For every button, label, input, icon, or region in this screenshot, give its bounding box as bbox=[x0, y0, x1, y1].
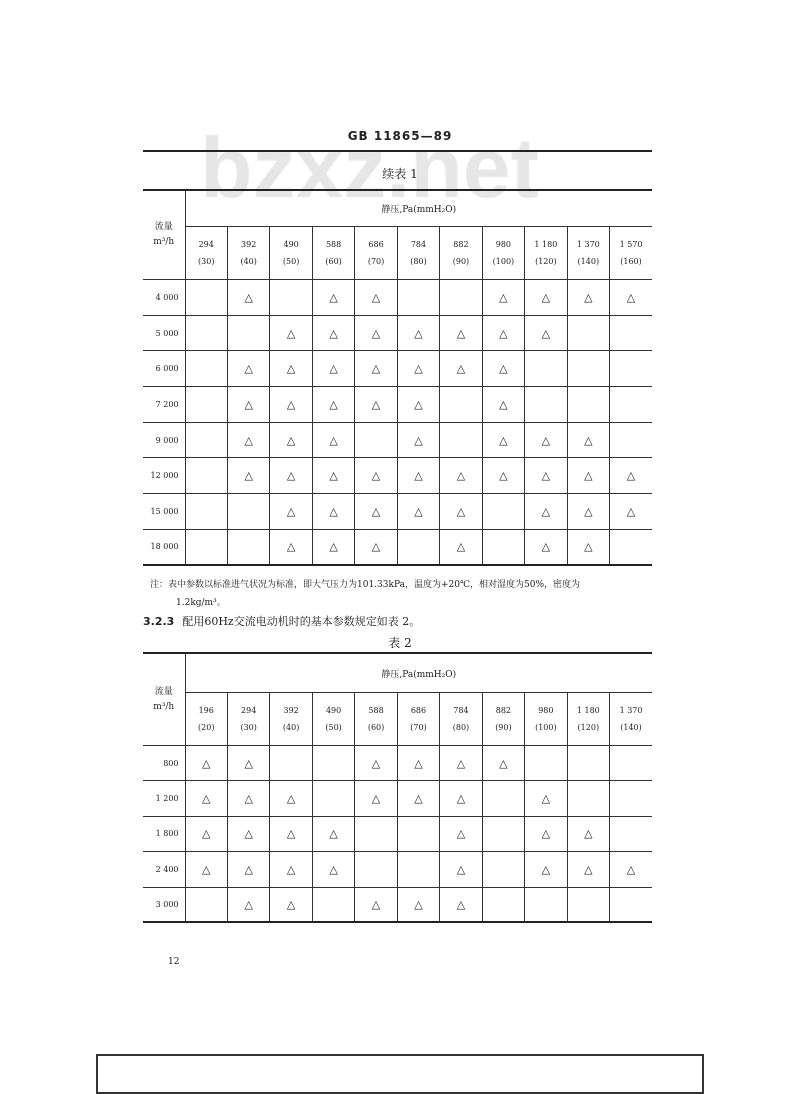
table-row bbox=[143, 280, 652, 316]
empty-cell bbox=[185, 280, 227, 316]
triangle-mark: △ bbox=[270, 458, 312, 494]
triangle-mark: △ bbox=[355, 351, 397, 387]
triangle-mark: △ bbox=[525, 280, 567, 316]
triangle-mark: △ bbox=[567, 280, 609, 316]
table-row bbox=[143, 816, 652, 851]
pressure-mmh2o: (60) bbox=[367, 723, 385, 732]
empty-cell bbox=[185, 387, 227, 423]
empty-cell bbox=[610, 529, 652, 565]
pressure-mmh2o: (30) bbox=[240, 723, 257, 732]
triangle-mark: △ bbox=[525, 494, 567, 530]
triangle-mark: △ bbox=[227, 852, 269, 887]
pressure-mmh2o: (50) bbox=[325, 723, 342, 732]
empty-cell bbox=[482, 887, 524, 922]
pressure-pa: 882 bbox=[453, 240, 469, 249]
triangle-mark: △ bbox=[270, 494, 312, 530]
flow-value: 4 000 bbox=[143, 280, 185, 316]
table-row bbox=[143, 494, 652, 530]
triangle-mark: △ bbox=[440, 494, 482, 530]
table1-caption: 续表 1 bbox=[382, 167, 418, 181]
note-line-1: 注：表中参数以标准进气状况为标准，即大气压力为101.33kPa，温度为+20℃，相对湿度为50%，密度为 bbox=[150, 580, 581, 590]
pressure-pa: 588 bbox=[368, 706, 384, 715]
empty-cell bbox=[397, 529, 439, 565]
empty-cell bbox=[482, 529, 524, 565]
column-header bbox=[312, 693, 354, 746]
pressure-mmh2o: (70) bbox=[367, 257, 385, 266]
pressure-mmh2o: (30) bbox=[198, 257, 215, 266]
empty-cell bbox=[567, 781, 609, 816]
pressure-pa: 784 bbox=[453, 706, 469, 715]
pressure-mmh2o: (160) bbox=[620, 257, 642, 266]
triangle-mark: △ bbox=[355, 315, 397, 351]
triangle-mark: △ bbox=[312, 852, 354, 887]
column-header bbox=[185, 227, 227, 280]
clause-3-2-3 bbox=[143, 613, 420, 629]
pressure-mmh2o: (120) bbox=[577, 723, 600, 732]
header-row bbox=[143, 191, 652, 227]
triangle-mark: △ bbox=[227, 387, 269, 423]
pressure-pa: 980 bbox=[495, 240, 512, 249]
empty-cell bbox=[355, 816, 397, 851]
column-header-row bbox=[143, 227, 652, 280]
empty-cell bbox=[610, 746, 652, 781]
empty-cell bbox=[185, 422, 227, 458]
table2 bbox=[143, 653, 652, 923]
column-header bbox=[525, 693, 567, 746]
triangle-mark: △ bbox=[567, 529, 609, 565]
triangle-mark: △ bbox=[525, 458, 567, 494]
row-header-cell bbox=[143, 191, 185, 280]
empty-cell bbox=[567, 315, 609, 351]
pressure-pa: 784 bbox=[410, 240, 427, 249]
triangle-mark: △ bbox=[440, 351, 482, 387]
column-header bbox=[482, 227, 524, 280]
empty-cell bbox=[227, 529, 269, 565]
empty-cell bbox=[610, 315, 652, 351]
triangle-mark: △ bbox=[482, 422, 524, 458]
triangle-mark: △ bbox=[227, 280, 269, 316]
triangle-mark: △ bbox=[440, 781, 482, 816]
triangle-mark: △ bbox=[397, 387, 439, 423]
triangle-mark: △ bbox=[312, 529, 354, 565]
pressure-mmh2o: (20) bbox=[198, 723, 215, 732]
pressure-mmh2o: (80) bbox=[410, 257, 427, 266]
group-header: 静压,Pa(mmH₂O) bbox=[185, 191, 652, 227]
pressure-pa: 294 bbox=[241, 706, 257, 715]
empty-cell bbox=[397, 280, 439, 316]
pressure-mmh2o: (40) bbox=[240, 257, 257, 266]
empty-cell bbox=[185, 315, 227, 351]
triangle-mark: △ bbox=[270, 315, 312, 351]
pressure-pa: 980 bbox=[538, 706, 554, 715]
pressure-mmh2o: (50) bbox=[282, 257, 300, 266]
empty-cell bbox=[525, 887, 567, 922]
empty-cell bbox=[525, 746, 567, 781]
triangle-mark: △ bbox=[610, 280, 652, 316]
triangle-mark: △ bbox=[440, 529, 482, 565]
triangle-mark: △ bbox=[482, 280, 524, 316]
column-header bbox=[397, 227, 439, 280]
empty-cell bbox=[610, 816, 652, 851]
triangle-mark: △ bbox=[482, 746, 524, 781]
column-header bbox=[355, 227, 397, 280]
empty-cell bbox=[610, 781, 652, 816]
triangle-mark: △ bbox=[185, 852, 227, 887]
pressure-mmh2o: (100) bbox=[535, 723, 557, 732]
triangle-mark: △ bbox=[312, 494, 354, 530]
column-header bbox=[440, 693, 482, 746]
triangle-mark: △ bbox=[567, 422, 609, 458]
pressure-mmh2o: (40) bbox=[282, 723, 300, 732]
empty-cell bbox=[440, 422, 482, 458]
pressure-pa: 1 570 bbox=[619, 240, 643, 249]
column-header bbox=[567, 693, 609, 746]
empty-cell bbox=[610, 387, 652, 423]
triangle-mark: △ bbox=[270, 351, 312, 387]
triangle-mark: △ bbox=[610, 494, 652, 530]
empty-cell bbox=[227, 315, 269, 351]
triangle-mark: △ bbox=[397, 887, 439, 922]
triangle-mark: △ bbox=[525, 529, 567, 565]
empty-cell bbox=[482, 781, 524, 816]
triangle-mark: △ bbox=[227, 746, 269, 781]
empty-cell bbox=[185, 529, 227, 565]
table2-caption: 表 2 bbox=[388, 636, 412, 650]
standard-number: GB 11865—89 bbox=[347, 129, 453, 143]
row-header-unit: m³/h bbox=[153, 701, 175, 712]
table-row bbox=[143, 529, 652, 565]
pressure-pa: 1 180 bbox=[576, 706, 600, 715]
triangle-mark: △ bbox=[227, 351, 269, 387]
pressure-mmh2o: (120) bbox=[535, 257, 557, 266]
triangle-mark: △ bbox=[397, 781, 439, 816]
table-row bbox=[143, 852, 652, 887]
page-number: 12 bbox=[168, 957, 180, 967]
pressure-mmh2o: (60) bbox=[325, 257, 342, 266]
triangle-mark: △ bbox=[567, 494, 609, 530]
empty-cell bbox=[397, 852, 439, 887]
empty-cell bbox=[312, 887, 354, 922]
column-header bbox=[440, 227, 482, 280]
pressure-pa: 686 bbox=[368, 240, 384, 249]
flow-value: 18 000 bbox=[143, 529, 185, 565]
pressure-mmh2o: (140) bbox=[577, 257, 600, 266]
column-header bbox=[610, 227, 652, 280]
triangle-mark: △ bbox=[185, 746, 227, 781]
clause-number: 3.2.3 bbox=[143, 615, 175, 628]
empty-cell bbox=[482, 816, 524, 851]
flow-value: 1 800 bbox=[143, 816, 185, 851]
empty-cell bbox=[185, 351, 227, 387]
triangle-mark: △ bbox=[525, 816, 567, 851]
clause-text: 配用60Hz交流电动机时的基本参数规定如表 2。 bbox=[182, 615, 421, 628]
column-header bbox=[227, 693, 269, 746]
triangle-mark: △ bbox=[355, 887, 397, 922]
table-note bbox=[150, 576, 660, 612]
table-row bbox=[143, 781, 652, 816]
triangle-mark: △ bbox=[610, 458, 652, 494]
triangle-mark: △ bbox=[227, 887, 269, 922]
triangle-mark: △ bbox=[355, 529, 397, 565]
pressure-pa: 1 370 bbox=[619, 706, 643, 715]
flow-value: 7 200 bbox=[143, 387, 185, 423]
triangle-mark: △ bbox=[525, 852, 567, 887]
empty-cell bbox=[610, 887, 652, 922]
triangle-mark: △ bbox=[397, 351, 439, 387]
table-row bbox=[143, 422, 652, 458]
bottom-frame bbox=[96, 1054, 704, 1094]
triangle-mark: △ bbox=[397, 458, 439, 494]
triangle-mark: △ bbox=[227, 458, 269, 494]
triangle-mark: △ bbox=[312, 315, 354, 351]
triangle-mark: △ bbox=[610, 852, 652, 887]
triangle-mark: △ bbox=[397, 315, 439, 351]
empty-cell bbox=[525, 351, 567, 387]
pressure-pa: 490 bbox=[325, 706, 342, 715]
pressure-pa: 1 370 bbox=[576, 240, 600, 249]
triangle-mark: △ bbox=[397, 746, 439, 781]
empty-cell bbox=[567, 746, 609, 781]
empty-cell bbox=[270, 280, 312, 316]
triangle-mark: △ bbox=[440, 458, 482, 494]
pressure-pa: 294 bbox=[198, 240, 214, 249]
table-row bbox=[143, 746, 652, 781]
column-header bbox=[397, 693, 439, 746]
row-header-cell bbox=[143, 654, 185, 746]
triangle-mark: △ bbox=[185, 781, 227, 816]
triangle-mark: △ bbox=[440, 746, 482, 781]
empty-cell bbox=[525, 387, 567, 423]
triangle-mark: △ bbox=[270, 887, 312, 922]
column-header bbox=[185, 693, 227, 746]
pressure-mmh2o: (90) bbox=[452, 257, 470, 266]
triangle-mark: △ bbox=[355, 781, 397, 816]
empty-cell bbox=[610, 422, 652, 458]
empty-cell bbox=[567, 387, 609, 423]
empty-cell bbox=[440, 387, 482, 423]
triangle-mark: △ bbox=[525, 781, 567, 816]
table1-top-rule bbox=[143, 189, 652, 191]
triangle-mark: △ bbox=[270, 529, 312, 565]
triangle-mark: △ bbox=[482, 458, 524, 494]
header-row bbox=[143, 654, 652, 693]
column-header bbox=[270, 227, 312, 280]
empty-cell bbox=[312, 746, 354, 781]
flow-value: 6 000 bbox=[143, 351, 185, 387]
triangle-mark: △ bbox=[270, 816, 312, 851]
triangle-mark: △ bbox=[567, 816, 609, 851]
pressure-pa: 392 bbox=[241, 240, 257, 249]
triangle-mark: △ bbox=[440, 852, 482, 887]
note-line-2: 1.2kg/m³。 bbox=[176, 598, 226, 608]
table-row bbox=[143, 315, 652, 351]
triangle-mark: △ bbox=[312, 816, 354, 851]
triangle-mark: △ bbox=[482, 315, 524, 351]
column-header bbox=[482, 693, 524, 746]
triangle-mark: △ bbox=[312, 351, 354, 387]
triangle-mark: △ bbox=[227, 781, 269, 816]
empty-cell bbox=[440, 280, 482, 316]
triangle-mark: △ bbox=[567, 852, 609, 887]
triangle-mark: △ bbox=[482, 387, 524, 423]
table-row bbox=[143, 458, 652, 494]
triangle-mark: △ bbox=[227, 816, 269, 851]
column-header bbox=[567, 227, 609, 280]
pressure-mmh2o: (80) bbox=[452, 723, 470, 732]
pressure-pa: 392 bbox=[283, 706, 299, 715]
triangle-mark: △ bbox=[227, 422, 269, 458]
triangle-mark: △ bbox=[440, 887, 482, 922]
triangle-mark: △ bbox=[312, 458, 354, 494]
empty-cell bbox=[227, 494, 269, 530]
group-header: 静压,Pa(mmH₂O) bbox=[185, 654, 652, 693]
empty-cell bbox=[567, 351, 609, 387]
triangle-mark: △ bbox=[482, 351, 524, 387]
triangle-mark: △ bbox=[440, 816, 482, 851]
column-header bbox=[610, 693, 652, 746]
table-row bbox=[143, 351, 652, 387]
empty-cell bbox=[355, 852, 397, 887]
column-header bbox=[312, 227, 354, 280]
flow-value: 5 000 bbox=[143, 315, 185, 351]
empty-cell bbox=[567, 887, 609, 922]
flow-value: 12 000 bbox=[143, 458, 185, 494]
triangle-mark: △ bbox=[355, 280, 397, 316]
triangle-mark: △ bbox=[270, 422, 312, 458]
triangle-mark: △ bbox=[355, 387, 397, 423]
table-row bbox=[143, 887, 652, 922]
top-rule bbox=[143, 150, 652, 152]
empty-cell bbox=[397, 816, 439, 851]
empty-cell bbox=[482, 852, 524, 887]
flow-value: 3 000 bbox=[143, 887, 185, 922]
column-header bbox=[355, 693, 397, 746]
pressure-pa: 490 bbox=[283, 240, 299, 249]
empty-cell bbox=[185, 458, 227, 494]
flow-value: 9 000 bbox=[143, 422, 185, 458]
empty-cell bbox=[355, 422, 397, 458]
pressure-pa: 882 bbox=[495, 706, 512, 715]
table2-top-rule bbox=[143, 652, 652, 654]
flow-value: 800 bbox=[143, 746, 185, 781]
pressure-mmh2o: (90) bbox=[495, 723, 512, 732]
triangle-mark: △ bbox=[312, 280, 354, 316]
pressure-mmh2o: (70) bbox=[410, 723, 427, 732]
triangle-mark: △ bbox=[270, 387, 312, 423]
empty-cell bbox=[312, 781, 354, 816]
triangle-mark: △ bbox=[312, 387, 354, 423]
pressure-mmh2o: (140) bbox=[620, 723, 642, 732]
column-header bbox=[227, 227, 269, 280]
empty-cell bbox=[482, 494, 524, 530]
flow-value: 2 400 bbox=[143, 852, 185, 887]
column-header bbox=[270, 693, 312, 746]
empty-cell bbox=[185, 494, 227, 530]
triangle-mark: △ bbox=[312, 422, 354, 458]
triangle-mark: △ bbox=[525, 422, 567, 458]
column-header-row bbox=[143, 693, 652, 746]
empty-cell bbox=[270, 746, 312, 781]
pressure-pa: 686 bbox=[410, 706, 427, 715]
triangle-mark: △ bbox=[525, 315, 567, 351]
flow-value: 15 000 bbox=[143, 494, 185, 530]
row-header-label: 流量 bbox=[154, 686, 173, 697]
triangle-mark: △ bbox=[567, 458, 609, 494]
pressure-pa: 1 180 bbox=[534, 240, 558, 249]
empty-cell bbox=[610, 351, 652, 387]
column-header bbox=[525, 227, 567, 280]
pressure-mmh2o: (100) bbox=[492, 257, 515, 266]
triangle-mark: △ bbox=[440, 315, 482, 351]
triangle-mark: △ bbox=[397, 494, 439, 530]
triangle-mark: △ bbox=[355, 746, 397, 781]
pressure-pa: 588 bbox=[325, 240, 342, 249]
table1 bbox=[143, 190, 652, 566]
triangle-mark: △ bbox=[270, 852, 312, 887]
empty-cell bbox=[185, 887, 227, 922]
triangle-mark: △ bbox=[397, 422, 439, 458]
row-header-label: 流量 bbox=[154, 222, 173, 232]
triangle-mark: △ bbox=[185, 816, 227, 851]
triangle-mark: △ bbox=[355, 458, 397, 494]
triangle-mark: △ bbox=[355, 494, 397, 530]
table-row bbox=[143, 387, 652, 423]
flow-value: 1 200 bbox=[143, 781, 185, 816]
triangle-mark: △ bbox=[270, 781, 312, 816]
pressure-pa: 196 bbox=[198, 706, 214, 715]
row-header-unit: m³/h bbox=[153, 237, 175, 247]
